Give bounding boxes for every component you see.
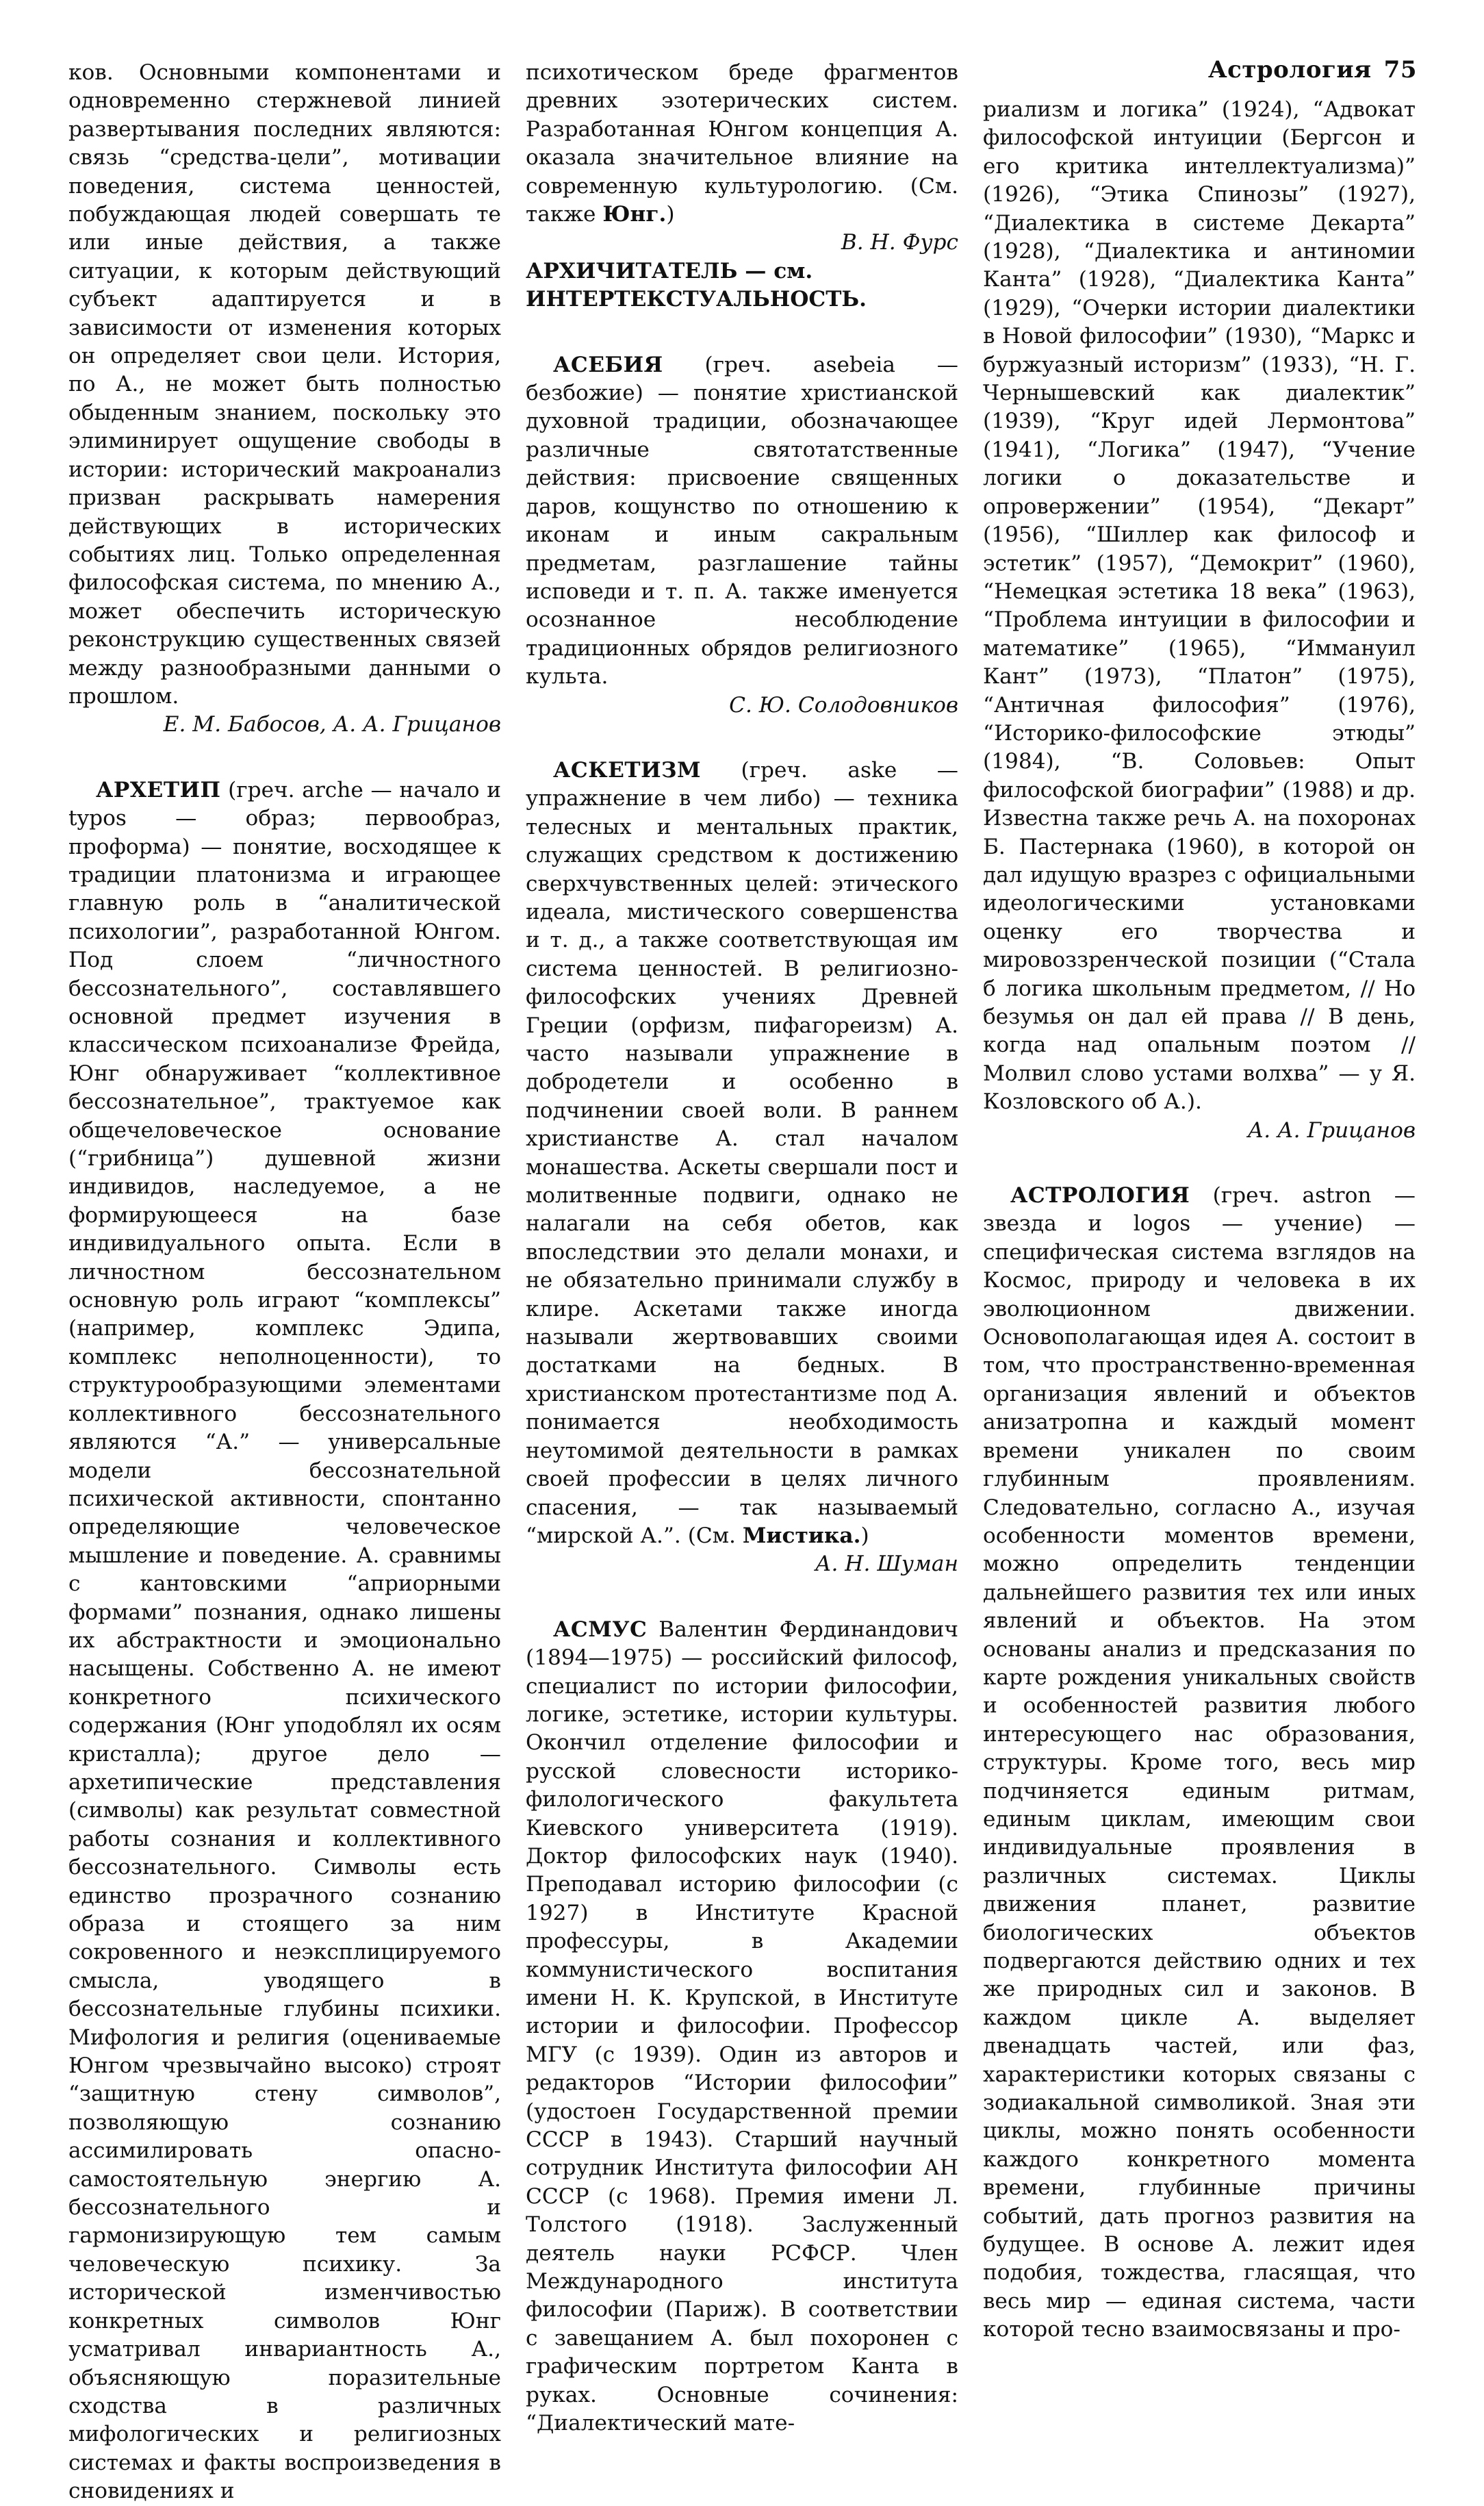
text-column-2 [526,59,958,2438]
cross-reference-jung[interactable]: Юнг. [602,202,667,227]
entry-asketizm-text: (греч. aske — упражнение в чем либо) — техника телесных и ментальных практик, служащих средством к достижению сверхчувственных целей: этического идеала, мистического совершенства и т. д., а также соответствующая им система ценностей. В религиозно-философских учениях Древней Греции (орфизм, пифагореизм) А. часто называли упражнение в добродетели и особенно в подчинении своей воли. В раннем христианстве А. стал началом монашества. Аскеты свершали пост и молитвенные подвиги, однако не налагали на себя обетов, как впоследствии это делали монахи, и не обязательно принимали службу в клире. Аскетами также иногда называли жертвовавших своими достатками на бедных. В христианском протестантизме под А. понимается необходимость неутомимой деятельности в рамках своей профессии в целях личного спасения, — так называемый “мирской А.”. (См. [526,757,958,1548]
headword-archetip: АРХЕТИП [96,777,221,802]
entry-archetip [68,776,501,2506]
headword-asebia: АСЕБИЯ [553,352,663,377]
entry-astrologia [983,1182,1416,2344]
text-column-1 [68,59,501,2506]
entry-archetip-text: (греч. arche — начало и typos — образ; первообраз, проформа) — понятие, восходящее к традиции платонизма и играющее главную роль в “аналитической психологии”, разработанной Юнгом. Под слоем “личностного бессознательного”, составлявшего основной предмет изучения в классическом психоанализе Фрейда, Юнг обнаруживает “коллективное бессознательное”, трактуемое как общечеловеческое основание (“грибница”) душевной жизни индивидов, наследуемое, а не формирующееся на базе индивидуального опыта. Если в личностном бессознательном основную роль играют “комплексы” (например, комплекс Эдипа, комплекс неполноценности), то структурообразующими элементами коллективного бессознательного являются “А.” — универсальные модели бессознательной психической активности, спонтанно определяющие человеческое мышление и поведение. А. сравнимы с кантовскими “априорными формами” познания, однако лишены их абстрактности и эмоционально насыщены. Собственно А. не имеют конкретного психического содержания (Юнг уподоблял их осям кристалла); другое дело — архетипические представления (символы) как результат совместной работы сознания и коллективного бессознательного. Символы есть единство прозрачного сознанию образа и стоящего за ним сокровенного и неэксплицируемого смысла, уводящего в бессознательные глубины психики. Мифология и религия (оцениваемые Юнгом чрезвычайно высоко) строят “защитную стену символов”, позволяющую сознанию ассимилировать опасно-самостоятельную энергию А. бессознательного и гармонизирующую тем самым человеческую психику. За исторической изменчивостью конкретных символов Юнг усматривал инвариантность А., объясняющую поразительные сходства в различных мифологических и религиозных системах и факты воспроизведения в сновидениях и [68,777,501,2504]
entry-author-shuman: А. Н. Шуман [815,1552,958,1577]
entry-asketizm [526,757,958,1550]
archetip-continuation-text: психотическом бреде фрагментов древних эзотерических систем. Разработанная Юнгом концепция А. оказала значительное влияние на современную культурологию. (См. также [526,60,958,227]
cross-reference-mistika[interactable]: Мистика. [742,1523,861,1548]
headword-astrologia: АСТРОЛОГИЯ [1010,1183,1190,1208]
entry-archichitatel[interactable]: АРХИЧИТАТЕЛЬ — см. ИНТЕРТЕКСТУАЛЬНОСТЬ. [526,258,867,312]
running-title: Астрология [1207,56,1372,84]
entry-author-babosov-gritsanov: Е. М. Бабосов, А. А. Грицанов [163,712,501,737]
headword-asmus: АСМУС [553,1617,648,1642]
headword-asketizm: АСКЕТИЗМ [553,757,702,783]
entry-asmus [526,1616,958,2438]
asketizm-close-paren: ) [860,1523,869,1548]
entry-astrologia-text: (греч. astron — звезда и logos — учение) — специфическая система взглядов на Космос, природу и человека в их эволюционном движении. Основополагающая идея А. состоит в том, что пространственно-временная организация явлений и объектов анизатропна и каждый момент времени уникален по своим глубинным проявлениям. Следовательно, согласно А., изучая особенности моментов времени, можно определить тенденции дальнейшего развития тех или иных явлений и объектов. На этом основаны анализ и предсказания по карте рождения уникальных свойств и особенностей развития любого интересующего нас образования, структуры. Кроме того, весь мир подчиняется единым ритмам, единым циклам, имеющим свои индивидуальные проявления в различных системах. Циклы движения планет, развитие биологических объектов подвергаются действию одних и тех же природных сил и законов. В каждом цикле А. выделяет двенадцать частей, или фаз, характеристики которых связаны с зодиакальной символикой. Зная эти циклы, можно понять особенности каждого конкретного момента времени, глубинные причины событий, дать прогноз развития на будущее. В основе А. лежит идея подобия, тождества, гласящая, что весь мир — единая система, части которой тесно взаимосвязаны и про- [983,1183,1416,2342]
entry-author-gritsanov: А. А. Грицанов [1247,1117,1416,1143]
entry-author-furs: В. Н. Фурс [841,230,958,255]
entry-asmus-text: Валентин Фердинандович (1894—1975) — российский философ, специалист по истории философии, логике, эстетике, истории культуры. Окончил отделение философии и русской словесности историко-филологического факультета Киевского университета (1919). Доктор философских наук (1940). Преподавал историю философии (с 1927) в Институте Красной профессуры, в Академии коммунистического воспитания имени Н. К. Крупской, в Институте истории и философии. Профессор МГУ (с 1939). Один из авторов и редакторов “Истории философии” (удостоен Государственной премии СССР в 1943). Старший научный сотрудник Института философии АН СССР (с 1968). Премия имени Л. Толстого (1918). Заслуженный деятель науки РСФСР. Член Международного института философии (Париж). В соответствии с завещанием А. был похоронен с графическим портретом Канта в руках. Основные сочинения: “Диалектический мате- [526,1617,958,2436]
entry-author-solodovnikov: С. Ю. Солодовников [729,692,958,718]
archetype-continuation-paragraph: ков. Основными компонентами и одновременно стержневой линией развертывания последних являются: связь “средства-цели”, мотивации поведения, система ценностей, побуждающая людей совершать те или иные действия, а также ситуации, к которым действующий субъект адаптируется и в зависимости от изменения которых он определяет свои цели. История, по А., не может быть полностью обыденным знанием, поскольку это элиминирует ощущение свободы в истории: исторический макроанализ призван раскрывать намерения действующих в исторических событиях лиц. Только определенная философская система, по мнению А., может обеспечить историческую реконструкцию существенных связей между разнообразными данными о прошлом. [68,60,501,709]
running-header [1208,56,1417,84]
archetip-close-paren: ) [666,202,675,227]
entry-asebia-text: (греч. asebeia — безбожие) — понятие христианской духовной традиции, обозначающее различные святотатственные действия: присвоение священных даров, кощунство по отношению к иконам и иным сакральным предметам, разглашение тайны исповеди и т. п. А. также именуется осознанное несоблюдение традиционных обрядов религиозного культа. [526,352,958,689]
archetip-continuation-paragraph [526,59,958,229]
page-number: 75 [1383,56,1417,84]
asmus-continuation-paragraph: риализм и логика” (1924), “Адвокат философской интуиции (Бергсон и его критика интеллектуализма)” (1926), “Этика Спинозы” (1927), “Диалектика в системе Декарта” (1928), “Диалектика и антиномии Канта” (1928), “Диалектика Канта” (1929), “Очерки истории диалектики в Новой философии” (1930), “Маркс и буржуазный историзм” (1933), “Н. Г. Чернышевский как диалектик” (1939), “Круг идей Лермонтова” (1941), “Логика” (1947), “Учение логики о доказательстве и опровержении” (1954), “Декарт” (1956), “Шиллер как философ и эстетик” (1957), “Демокрит” (1960), “Немецкая эстетика 18 века” (1963), “Проблема интуиции в философии и математике” (1965), “Иммануил Кант” (1973), “Платон” (1975), “Античная философия” (1976), “Историко-философские этюды” (1984), “В. Соловьев: Опыт философской биографии” (1988) и др. Известна также речь А. на похоронах Б. Пастернака (1960), в которой он дал идущую вразрез с официальными идеологическими установками оценку его творчества и мировоззренческой позиции (“Стала б логика школьным предметом, // Но безумья он дал ей права // В день, когда над опальным поэтом // Молвил слово устами волхва” — у Я. Козловского об А.). [983,97,1416,1115]
entry-asebia [526,351,958,692]
text-column-3 [983,96,1416,2344]
